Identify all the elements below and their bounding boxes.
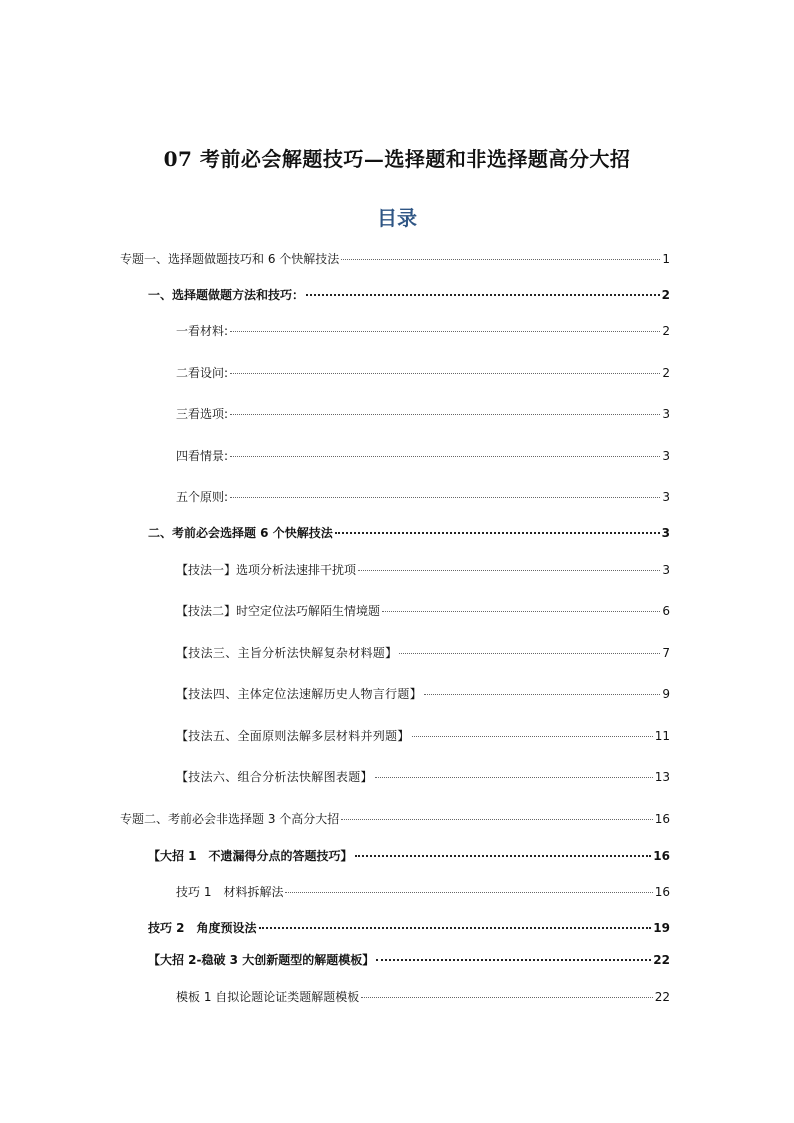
- dot-leader: [335, 532, 660, 534]
- document-title: 07 考前必会解题技巧—选择题和非选择题高分大招: [163, 147, 631, 171]
- toc-entry-level2[interactable]: [148, 952, 670, 968]
- toc-page-number: 16: [654, 885, 670, 899]
- toc-page-number: 13: [654, 770, 670, 784]
- toc-page-number: 19: [653, 921, 670, 935]
- toc-page-number: 3: [662, 449, 670, 463]
- toc-entry-level1[interactable]: [120, 251, 670, 267]
- toc-page-number: 2: [662, 324, 670, 338]
- toc-entry-label: 技巧 2 角度预设法: [148, 921, 257, 935]
- toc-entry-level3[interactable]: [176, 406, 670, 422]
- toc-entry-level3[interactable]: [176, 365, 670, 381]
- toc-entry-label: 二、考前必会选择题 6 个快解技法: [148, 526, 333, 540]
- toc-entry-label: 三看选项:: [176, 407, 229, 421]
- toc-entry-label: 技巧 1 材料拆解法: [176, 885, 284, 899]
- toc-entry-label: 一看材料:: [176, 324, 229, 338]
- toc-entry-label: 四看情景:: [176, 449, 229, 463]
- toc-entry-label: 【技法四、主体定位法速解历史人物言行题】: [176, 687, 423, 701]
- toc-entry-label: 【技法三、主旨分析法快解复杂材料题】: [176, 646, 398, 660]
- dot-leader: [399, 653, 660, 654]
- dot-leader: [259, 927, 652, 929]
- toc-entry-label: 模板 1 自拟论题论证类题解题模板: [176, 990, 360, 1004]
- toc-entry-label: 专题一、选择题做题技巧和 6 个快解技法: [120, 252, 340, 266]
- toc-page-number: 16: [654, 812, 670, 826]
- dot-leader: [285, 892, 652, 893]
- toc-page-number: 11: [654, 729, 670, 743]
- toc-page-number: 1: [662, 252, 670, 266]
- dot-leader: [341, 819, 652, 820]
- toc-entry-level3[interactable]: [176, 728, 670, 744]
- toc-entry-level2[interactable]: [148, 287, 670, 303]
- toc-entry-label: 【技法二】时空定位法巧解陌生情境题: [176, 604, 381, 618]
- toc-page-number: 3: [662, 407, 670, 421]
- dot-leader: [306, 294, 660, 296]
- toc-entry-level3[interactable]: [176, 989, 670, 1005]
- toc-page-number: 22: [654, 990, 670, 1004]
- dot-leader: [230, 414, 660, 415]
- toc-page-number: 7: [662, 646, 670, 660]
- toc-entry-label: 【技法一】选项分析法速排干扰项: [176, 563, 357, 577]
- toc-entry-level1[interactable]: [120, 811, 670, 827]
- toc-entry-level3[interactable]: [176, 489, 670, 505]
- toc-entry-label: 一、选择题做题方法和技巧：: [148, 288, 305, 302]
- dot-leader: [230, 373, 660, 374]
- dot-leader: [361, 997, 652, 998]
- toc-heading: 目录: [377, 206, 417, 230]
- toc-entry-label: 二看设问:: [176, 366, 229, 380]
- toc-entry-label: 【大招 2-稳破 3 大创新题型的解题模板】: [148, 953, 375, 967]
- toc-entry-level3[interactable]: [176, 603, 670, 619]
- toc-entry-label: 专题二、考前必会非选择题 3 个高分大招: [120, 812, 340, 826]
- toc-entry-label: 【技法五、全面原则法解多层材料并列题】: [176, 729, 410, 743]
- toc-page-number: 6: [662, 604, 670, 618]
- toc-entry-level3[interactable]: [176, 686, 670, 702]
- dot-leader: [376, 959, 651, 961]
- toc-page-number: 9: [662, 687, 670, 701]
- toc-entry-level3[interactable]: [176, 448, 670, 464]
- toc-entry-level3[interactable]: [176, 562, 670, 578]
- toc-entry-level2[interactable]: [148, 525, 670, 541]
- dot-leader: [230, 456, 660, 457]
- toc-page-number: 3: [661, 526, 670, 540]
- dot-leader: [382, 611, 660, 612]
- dot-leader: [341, 259, 660, 260]
- toc-entry-level2[interactable]: [148, 920, 670, 936]
- toc-page-number: 2: [661, 288, 670, 302]
- dot-leader: [358, 570, 660, 571]
- dot-leader: [230, 497, 660, 498]
- toc-page-number: 3: [662, 563, 670, 577]
- dot-leader: [412, 736, 653, 737]
- toc-entry-level3[interactable]: [176, 884, 670, 900]
- dot-leader: [355, 855, 652, 857]
- dot-leader: [375, 777, 653, 778]
- toc-entry-label: 【技法六、组合分析法快解图表题】: [176, 770, 373, 784]
- toc-entry-level3[interactable]: [176, 769, 670, 785]
- toc-page-number: 3: [662, 490, 670, 504]
- dot-leader: [424, 694, 660, 695]
- toc-page-number: 2: [662, 366, 670, 380]
- toc-entry-level3[interactable]: [176, 645, 670, 661]
- dot-leader: [230, 331, 660, 332]
- toc-entry-level3[interactable]: [176, 323, 670, 339]
- toc-page-number: 22: [653, 953, 670, 967]
- toc-page-number: 16: [653, 849, 670, 863]
- toc-entry-label: 【大招 1 不遗漏得分点的答题技巧】: [148, 849, 353, 863]
- toc-entry-level2[interactable]: [148, 848, 670, 864]
- toc-entry-label: 五个原则:: [176, 490, 229, 504]
